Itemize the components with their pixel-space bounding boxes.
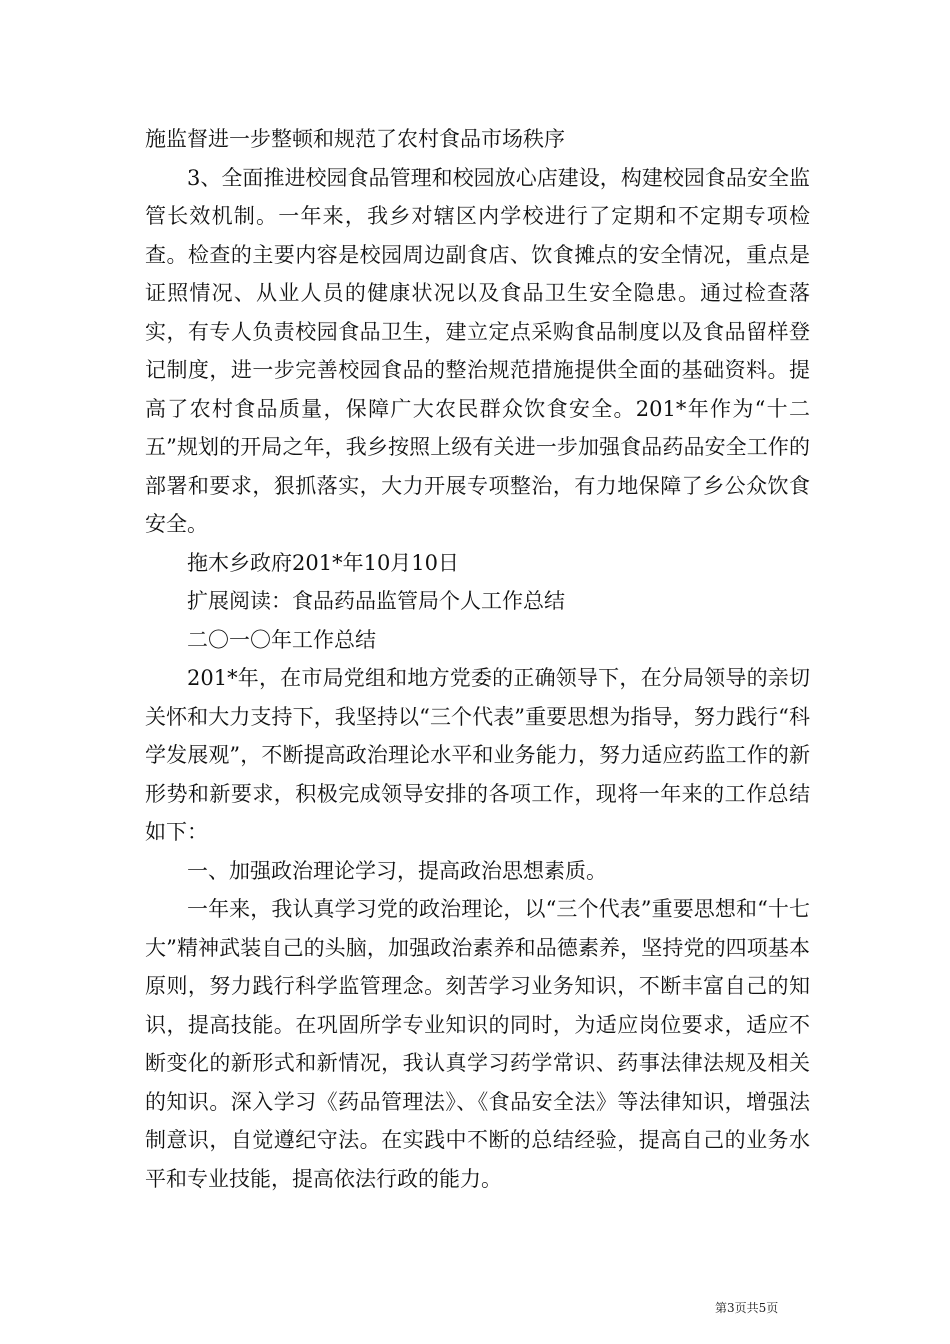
paragraph-section-heading: 一、加强政治理论学习，提高政治思想素质。 xyxy=(187,858,607,883)
paragraph-summary-title: 二〇一〇年工作总结 xyxy=(187,627,376,652)
paragraph-extended-reading: 扩展阅读：食品药品监管局个人工作总结 xyxy=(187,589,565,613)
paragraph-market-order: 施监督进一步整顿和规范了农村食品市场秩序 xyxy=(145,127,565,151)
document-body xyxy=(145,120,810,1198)
page-number: 第3页共5页 xyxy=(715,1301,779,1315)
paragraph-intro: 201*年，在市局党组和地方党委的正确领导下，在分局领导的亲切关怀和大力支持下，我坚持以“三个代表”重要思想为指导，努力践行“科学发展观”，不断提高政治理论水平和业务能力，努力适应药监工作的新形势和新要求，积极完成领导安排的各项工作，现将一年来的工作总结如下： xyxy=(145,666,810,844)
paragraph-study: 一年来，我认真学习党的政治理论，以“三个代表”重要思想和“十七大”精神武装自己的头脑，加强政治素养和品德素养，坚持党的四项基本原则，努力践行科学监管理念。刻苦学习业务知识，不断丰富自己的知识，提高技能。在巩固所学专业知识的同时，为适应岗位要求，适应不断变化的新形式和新情况，我认真学习药学常识、药事法律法规及相关的知识。深入学习《药品管理法》、《食品安全法》等法律知识，增强法制意识，自觉遵纪守法。在实践中不断的总结经验，提高自己的业务水平和专业技能，提高依法行政的能力。 xyxy=(145,897,810,1191)
paragraph-signature-date: 拖木乡政府201*年10月10日 xyxy=(187,550,460,575)
paragraph-campus-food: 3、全面推进校园食品管理和校园放心店建设，构建校园食品安全监管长效机制。一年来，我乡对辖区内学校进行了定期和不定期专项检查。检查的主要内容是校园周边副食店、饮食摊点的安全情况，重点是证照情况、从业人员的健康状况以及食品卫生安全隐患。通过检查落实，有专人负责校园食品卫生，建立定点采购食品制度以及食品留样登记制度，进一步完善校园食品的整治规范措施提供全面的基础资料。提高了农村食品质量，保障广大农民群众饮食安全。201*年作为“十二五”规划的开局之年，我乡按照上级有关进一步加强食品药品安全工作的部署和要求，狠抓落实，大力开展专项整治，有力地保障了乡公众饮食安全。 xyxy=(145,165,810,536)
